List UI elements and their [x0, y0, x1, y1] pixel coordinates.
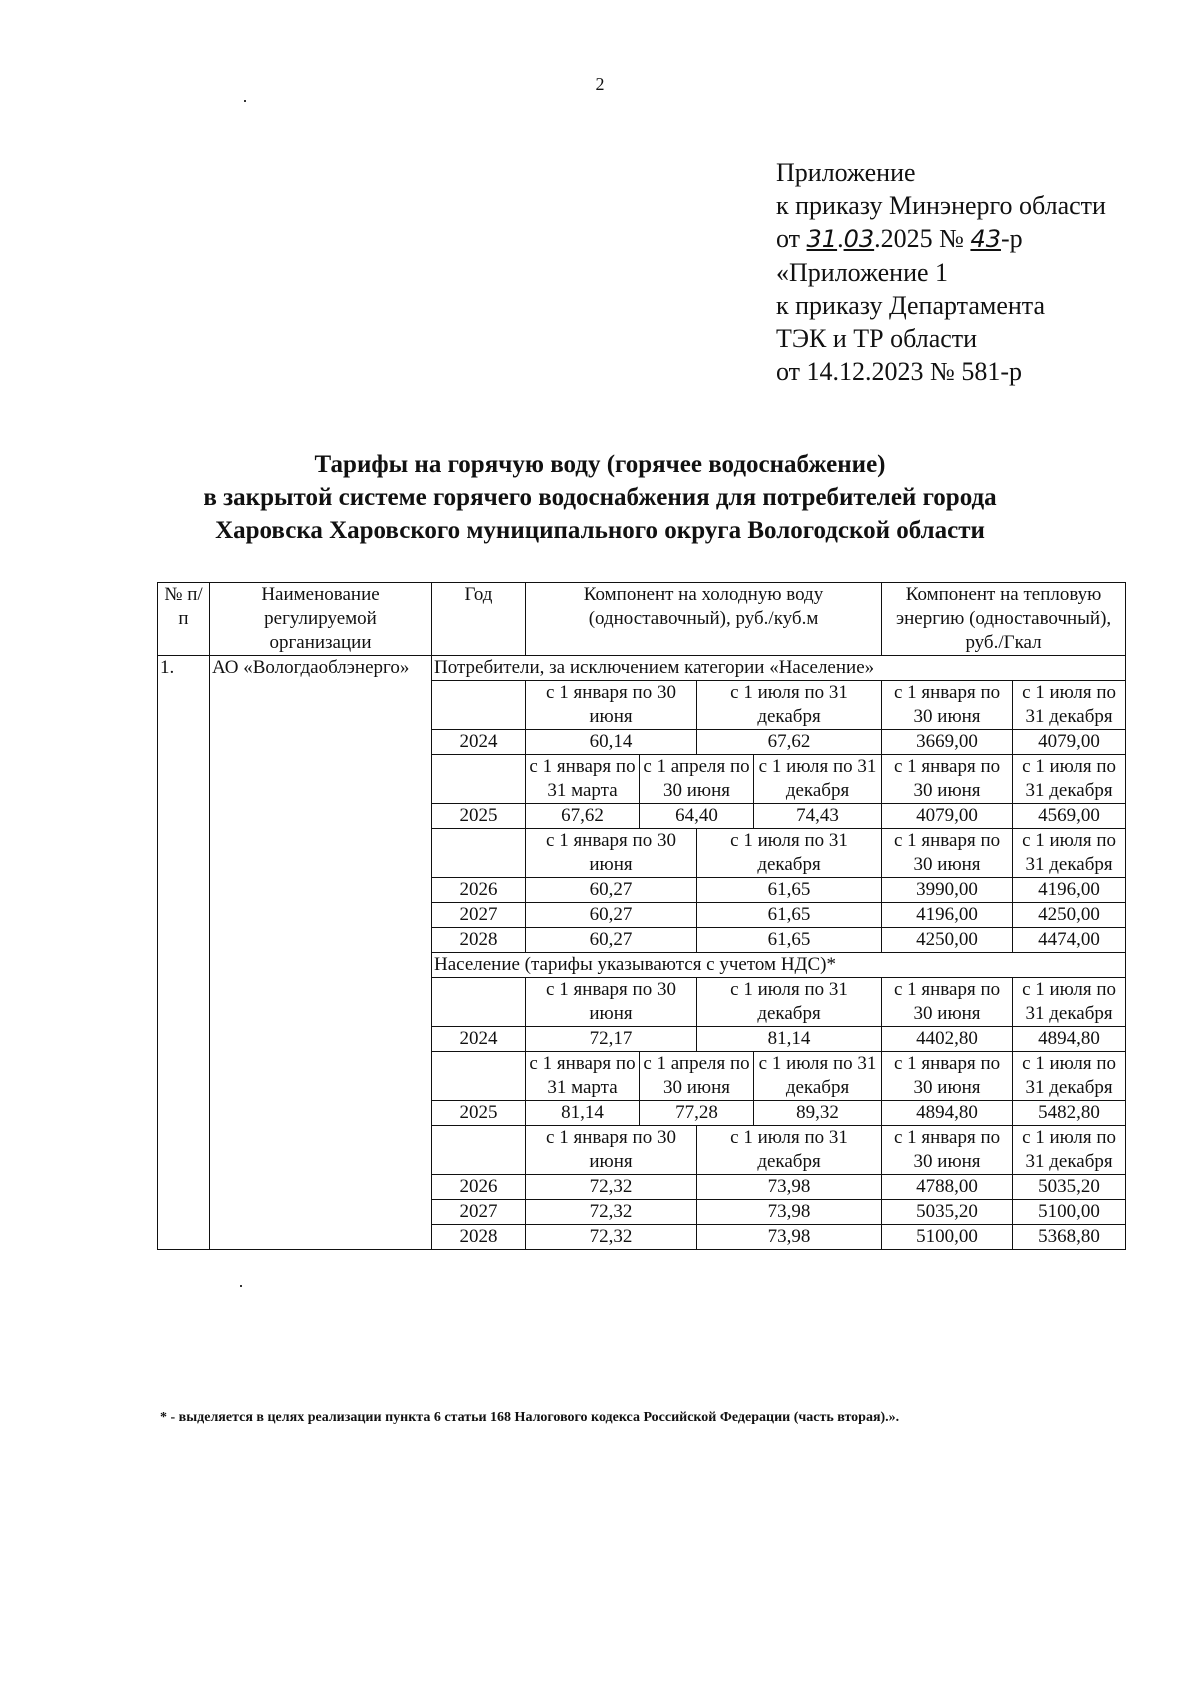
heat-value: 4250,00	[882, 928, 1013, 953]
cold-value: 73,98	[697, 1175, 882, 1200]
order-year: .2025 №	[874, 224, 971, 253]
cold-value: 81,14	[526, 1101, 640, 1126]
period-label: с 1 января по 30 июня	[882, 755, 1013, 804]
order-prefix: от	[776, 224, 807, 253]
period-label: с 1 июля по 31 декабря	[1013, 1126, 1126, 1175]
document-title	[0, 448, 1200, 547]
year-cell: 2026	[432, 878, 526, 903]
year-cell: 2024	[432, 730, 526, 755]
order-number: 43	[970, 225, 1001, 253]
period-label: с 1 января по 30 июня	[882, 1052, 1013, 1101]
heat-value: 4894,80	[1013, 1027, 1126, 1052]
period-label: с 1 июля по 31 декабря	[1013, 681, 1126, 730]
period-label: с 1 июля по 31 декабря	[1013, 829, 1126, 878]
heat-value: 3990,00	[882, 878, 1013, 903]
heat-value: 4196,00	[1013, 878, 1126, 903]
heat-value: 4079,00	[882, 804, 1013, 829]
order-day: 31	[806, 225, 838, 253]
cold-value: 72,32	[526, 1225, 697, 1250]
heat-value: 3669,00	[882, 730, 1013, 755]
period-label: с 1 января по 30 июня	[526, 1126, 697, 1175]
title-line: в закрытой системе горячего водоснабжения для потребителей города	[203, 484, 997, 511]
tariff-table	[157, 582, 1126, 1250]
cold-value: 60,14	[526, 730, 697, 755]
period-label: с 1 января по 31 марта	[526, 1052, 640, 1101]
cold-value: 61,65	[697, 878, 882, 903]
scan-speck	[244, 100, 246, 102]
row-number: 1.	[158, 656, 210, 1250]
org-name: АО «Вологдаоблэнерго»	[210, 656, 432, 1250]
period-label: с 1 июля по 31 декабря	[697, 1126, 882, 1175]
period-label: с 1 июля по 31 декабря	[754, 755, 882, 804]
header-cold-water: Компонент на холодную воду (одноставочный), руб./куб.м	[526, 583, 882, 656]
heat-value: 4402,80	[882, 1027, 1013, 1052]
period-label: с 1 июля по 31 декабря	[1013, 755, 1126, 804]
heat-value: 4474,00	[1013, 928, 1126, 953]
cold-value: 67,62	[526, 804, 640, 829]
heat-value: 4079,00	[1013, 730, 1126, 755]
header-year: Год	[432, 583, 526, 656]
period-label: с 1 января по 30 июня	[882, 1126, 1013, 1175]
cold-value: 61,65	[697, 928, 882, 953]
cold-value: 72,17	[526, 1027, 697, 1052]
period-label: с 1 июля по 31 декабря	[697, 978, 882, 1027]
year-cell: 2028	[432, 1225, 526, 1250]
heat-value: 4569,00	[1013, 804, 1126, 829]
cold-value: 67,62	[697, 730, 882, 755]
period-label: с 1 января по 30 июня	[526, 829, 697, 878]
cold-value: 73,98	[697, 1200, 882, 1225]
heat-value: 5100,00	[1013, 1200, 1126, 1225]
appendix-line: к приказу Департамента	[776, 291, 1046, 320]
table-header-row	[158, 583, 1126, 656]
cold-value: 72,32	[526, 1175, 697, 1200]
year-cell: 2025	[432, 1101, 526, 1126]
period-label: с 1 января по 30 июня	[882, 978, 1013, 1027]
period-label: с 1 июля по 31 декабря	[697, 829, 882, 878]
period-label: с 1 июля по 31 декабря	[697, 681, 882, 730]
order-month: 03	[843, 225, 875, 253]
period-label: с 1 января по 30 июня	[882, 681, 1013, 730]
scan-speck	[240, 1285, 242, 1287]
appendix-line: к приказу Минэнерго области	[776, 191, 1106, 220]
section-population-title: Население (тарифы указываются с учетом НДС)*	[432, 953, 1126, 978]
cold-value: 73,98	[697, 1225, 882, 1250]
period-label: с 1 января по 30 июня	[526, 681, 697, 730]
period-label: с 1 апреля по 30 июня	[640, 1052, 754, 1101]
appendix-line: от 14.12.2023 № 581-р	[776, 357, 1022, 386]
period-label: с 1 января по 31 марта	[526, 755, 640, 804]
year-cell: 2026	[432, 1175, 526, 1200]
cold-value: 81,14	[697, 1027, 882, 1052]
heat-value: 4894,80	[882, 1101, 1013, 1126]
period-label: с 1 июля по 31 декабря	[754, 1052, 882, 1101]
cold-value: 61,65	[697, 903, 882, 928]
order-reference: от 31.03.2025 № 43-р	[776, 224, 1023, 253]
heat-value: 5035,20	[882, 1200, 1013, 1225]
page-number: 2	[595, 74, 605, 94]
section-consumers-title: Потребители, за исключением категории «Население»	[432, 656, 1126, 681]
cold-value: 72,32	[526, 1200, 697, 1225]
heat-value: 4196,00	[882, 903, 1013, 928]
cold-value: 74,43	[754, 804, 882, 829]
appendix-line: «Приложение 1	[776, 258, 949, 287]
title-line: Тарифы на горячую воду (горячее водоснабжение)	[314, 451, 886, 478]
heat-value: 4788,00	[882, 1175, 1013, 1200]
appendix-line: Приложение	[776, 158, 916, 187]
cold-value: 60,27	[526, 928, 697, 953]
cold-value: 64,40	[640, 804, 754, 829]
year-cell: 2025	[432, 804, 526, 829]
cold-value: 60,27	[526, 903, 697, 928]
cold-value: 89,32	[754, 1101, 882, 1126]
period-label: с 1 апреля по 30 июня	[640, 755, 754, 804]
heat-value: 5100,00	[882, 1225, 1013, 1250]
year-cell: 2024	[432, 1027, 526, 1052]
heat-value: 5368,80	[1013, 1225, 1126, 1250]
header-heat-energy: Компонент на тепловую энергию (одноставочный), руб./Гкал	[882, 583, 1126, 656]
heat-value: 5482,80	[1013, 1101, 1126, 1126]
section-row	[158, 656, 1126, 681]
appendix-block	[776, 156, 1106, 388]
title-line: Харовска Харовского муниципального округа Вологодской области	[215, 517, 985, 544]
footnote: * - выделяется в целях реализации пункта 6 статьи 168 Налогового кодекса Российской Федерации (часть вторая).».	[160, 1410, 900, 1425]
heat-value: 5035,20	[1013, 1175, 1126, 1200]
appendix-line: ТЭК и ТР области	[776, 324, 978, 353]
period-label: с 1 июля по 31 декабря	[1013, 1052, 1126, 1101]
year-cell: 2027	[432, 1200, 526, 1225]
header-org: Наименование регулируемой организации	[210, 583, 432, 656]
cold-value: 77,28	[640, 1101, 754, 1126]
year-cell: 2028	[432, 928, 526, 953]
period-label: с 1 января по 30 июня	[526, 978, 697, 1027]
year-cell: 2027	[432, 903, 526, 928]
cold-value: 60,27	[526, 878, 697, 903]
header-num: № п/п	[158, 583, 210, 656]
period-label: с 1 июля по 31 декабря	[1013, 978, 1126, 1027]
heat-value: 4250,00	[1013, 903, 1126, 928]
order-suffix: -р	[1000, 224, 1023, 253]
period-label: с 1 января по 30 июня	[882, 829, 1013, 878]
